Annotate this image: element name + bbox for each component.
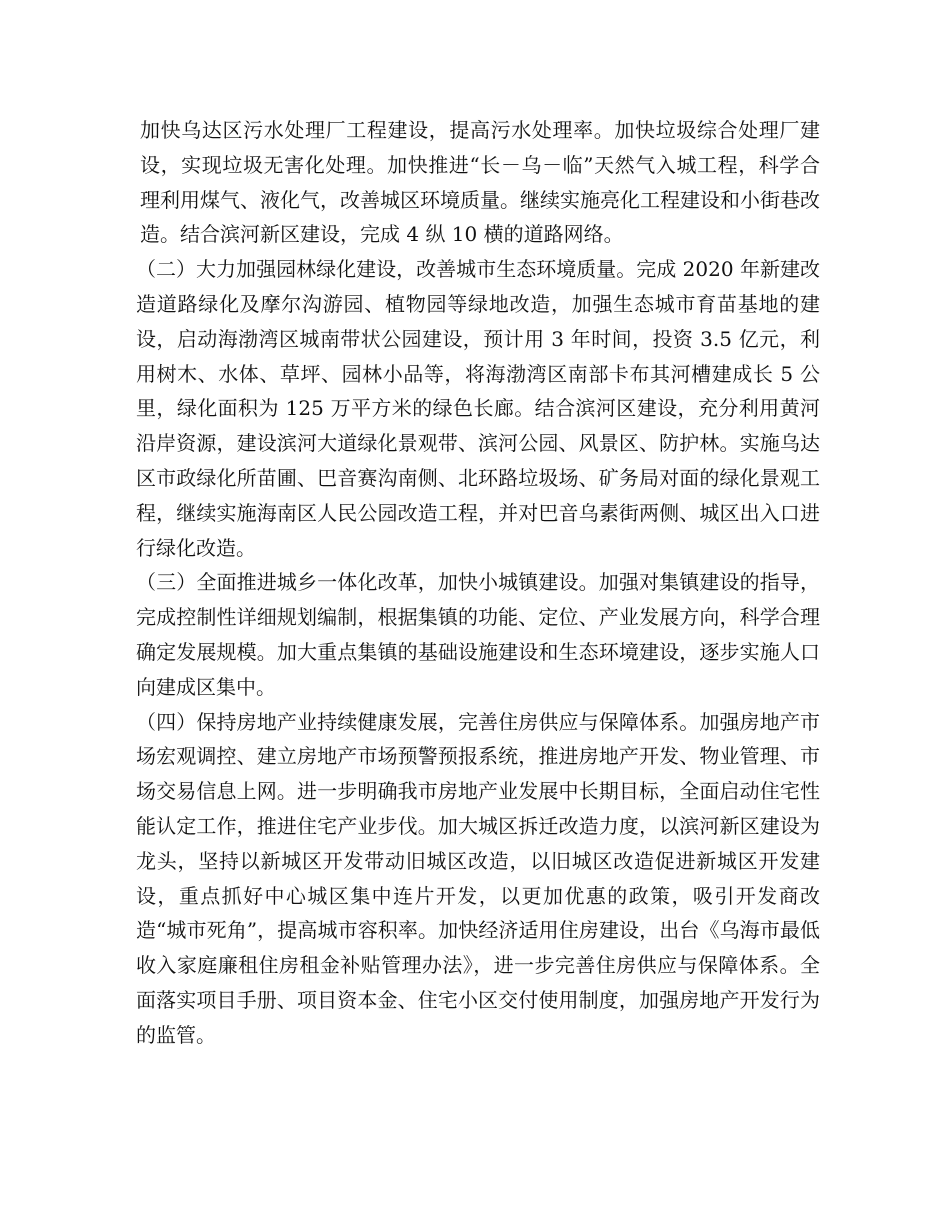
paragraph-2: （二）大力加强园林绿化建设，改善城市生态环境质量。完成 2020 年新建改造道路绿化及摩尔沟游园、植物园等绿地改造，加强生态城市育苗基地的建设，启动海渤湾区城南带状公园建设，预计用 3 年时间，投资 3.5 亿元，利用树木、水体、草坪、园林小品等，将海渤湾区南部卡布其河槽建成长 5 公里，绿化面积为 125 万平方米的绿色长廊。结合滨河区建设，充分利用黄河沿岸资源，建设滨河大道绿化景观带、滨河公园、风景区、防护林。实施乌达区市政绿化所苗圃、巴音赛沟南侧、北环路垃圾场、矿务局对面的绿化景观工程，继续实施海南区人民公园改造工程，并对巴音乌素街两侧、城区出入口进行绿化改造。 bbox=[136, 257, 820, 560]
paragraph-4: （四）保持房地产业持续健康发展，完善住房供应与保障体系。加强房地产市场宏观调控、建立房地产市场预警预报系统，推进房地产开发、物业管理、市场交易信息上网。进一步明确我市房地产业发展中长期目标，全面启动住宅性能认定工作，推进住宅产业步伐。加大城区拆迁改造力度，以滨河新区建设为龙头，坚持以新城区开发带动旧城区改造，以旧城区改造促进新城区开发建设，重点抓好中心城区集中连片开发，以更加优惠的政策，吸引开发商改造“城市死角”，提高城市容积率。加快经济适用住房建设，出台《乌海市最低收入家庭廉租住房租金补贴管理办法》，进一步完善住房供应与保障体系。全面落实项目手册、项目资本金、住宅小区交付使用制度，加强房地产开发行为的监管。 bbox=[136, 709, 820, 1047]
paragraph-1: 加快乌达区污水处理厂工程建设，提高污水处理率。加快垃圾综合处理厂建设，实现垃圾无害化处理。加快推进“长－乌－临”天然气入城工程，科学合理利用煤气、液化气，改善城区环境质量。继续实施亮化工程建设和小街巷改造。结合滨河新区建设，完成 4 纵 10 横的道路网络。 bbox=[140, 118, 820, 247]
document-body bbox=[136, 113, 820, 1053]
paragraph-3: （三）全面推进城乡一体化改革，加快小城镇建设。加强对集镇建设的指导，完成控制性详细规划编制，根据集镇的功能、定位、产业发展方向，科学合理确定发展规模。加大重点集镇的基础设施建设和生态环境建设，逐步实施人口向建成区集中。 bbox=[136, 570, 820, 699]
